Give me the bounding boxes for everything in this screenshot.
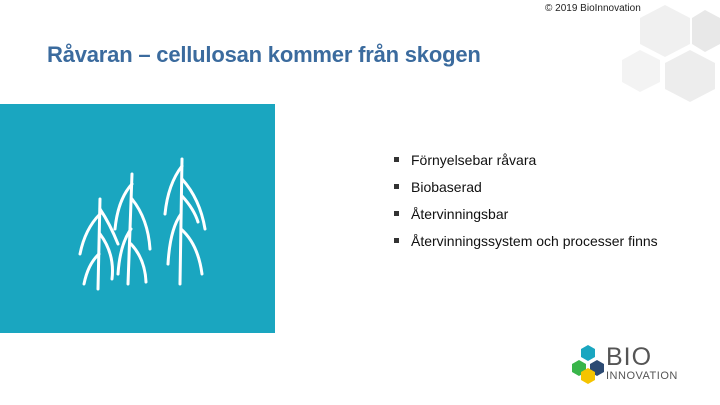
list-item — [392, 206, 682, 223]
list-item — [392, 152, 682, 169]
copyright-text: © 2019 BioInnovation — [545, 3, 641, 14]
bullet-text: Biobaserad — [411, 179, 482, 195]
logo-text-innovation: INNOVATION — [606, 370, 678, 382]
bullet-text: Återvinningsbar — [411, 206, 509, 222]
bullet-list — [392, 152, 682, 260]
hexagon-pattern-icon — [610, 0, 720, 105]
bullet-icon — [394, 157, 399, 162]
bullet-icon — [394, 238, 399, 243]
hexagon-cluster-logo-icon — [568, 343, 608, 385]
list-item — [392, 233, 682, 250]
forest-panel — [0, 104, 275, 333]
logo-text-bio: BIO — [606, 343, 653, 371]
trees-illustration-icon — [0, 104, 275, 333]
bullet-icon — [394, 211, 399, 216]
list-item — [392, 179, 682, 196]
slide-title: Råvaran – cellulosan kommer från skogen — [47, 42, 481, 67]
bullet-text: Återvinningssystem och processer finns — [411, 233, 658, 249]
bullet-text: Förnyelsebar råvara — [411, 152, 537, 168]
bullet-icon — [394, 184, 399, 189]
